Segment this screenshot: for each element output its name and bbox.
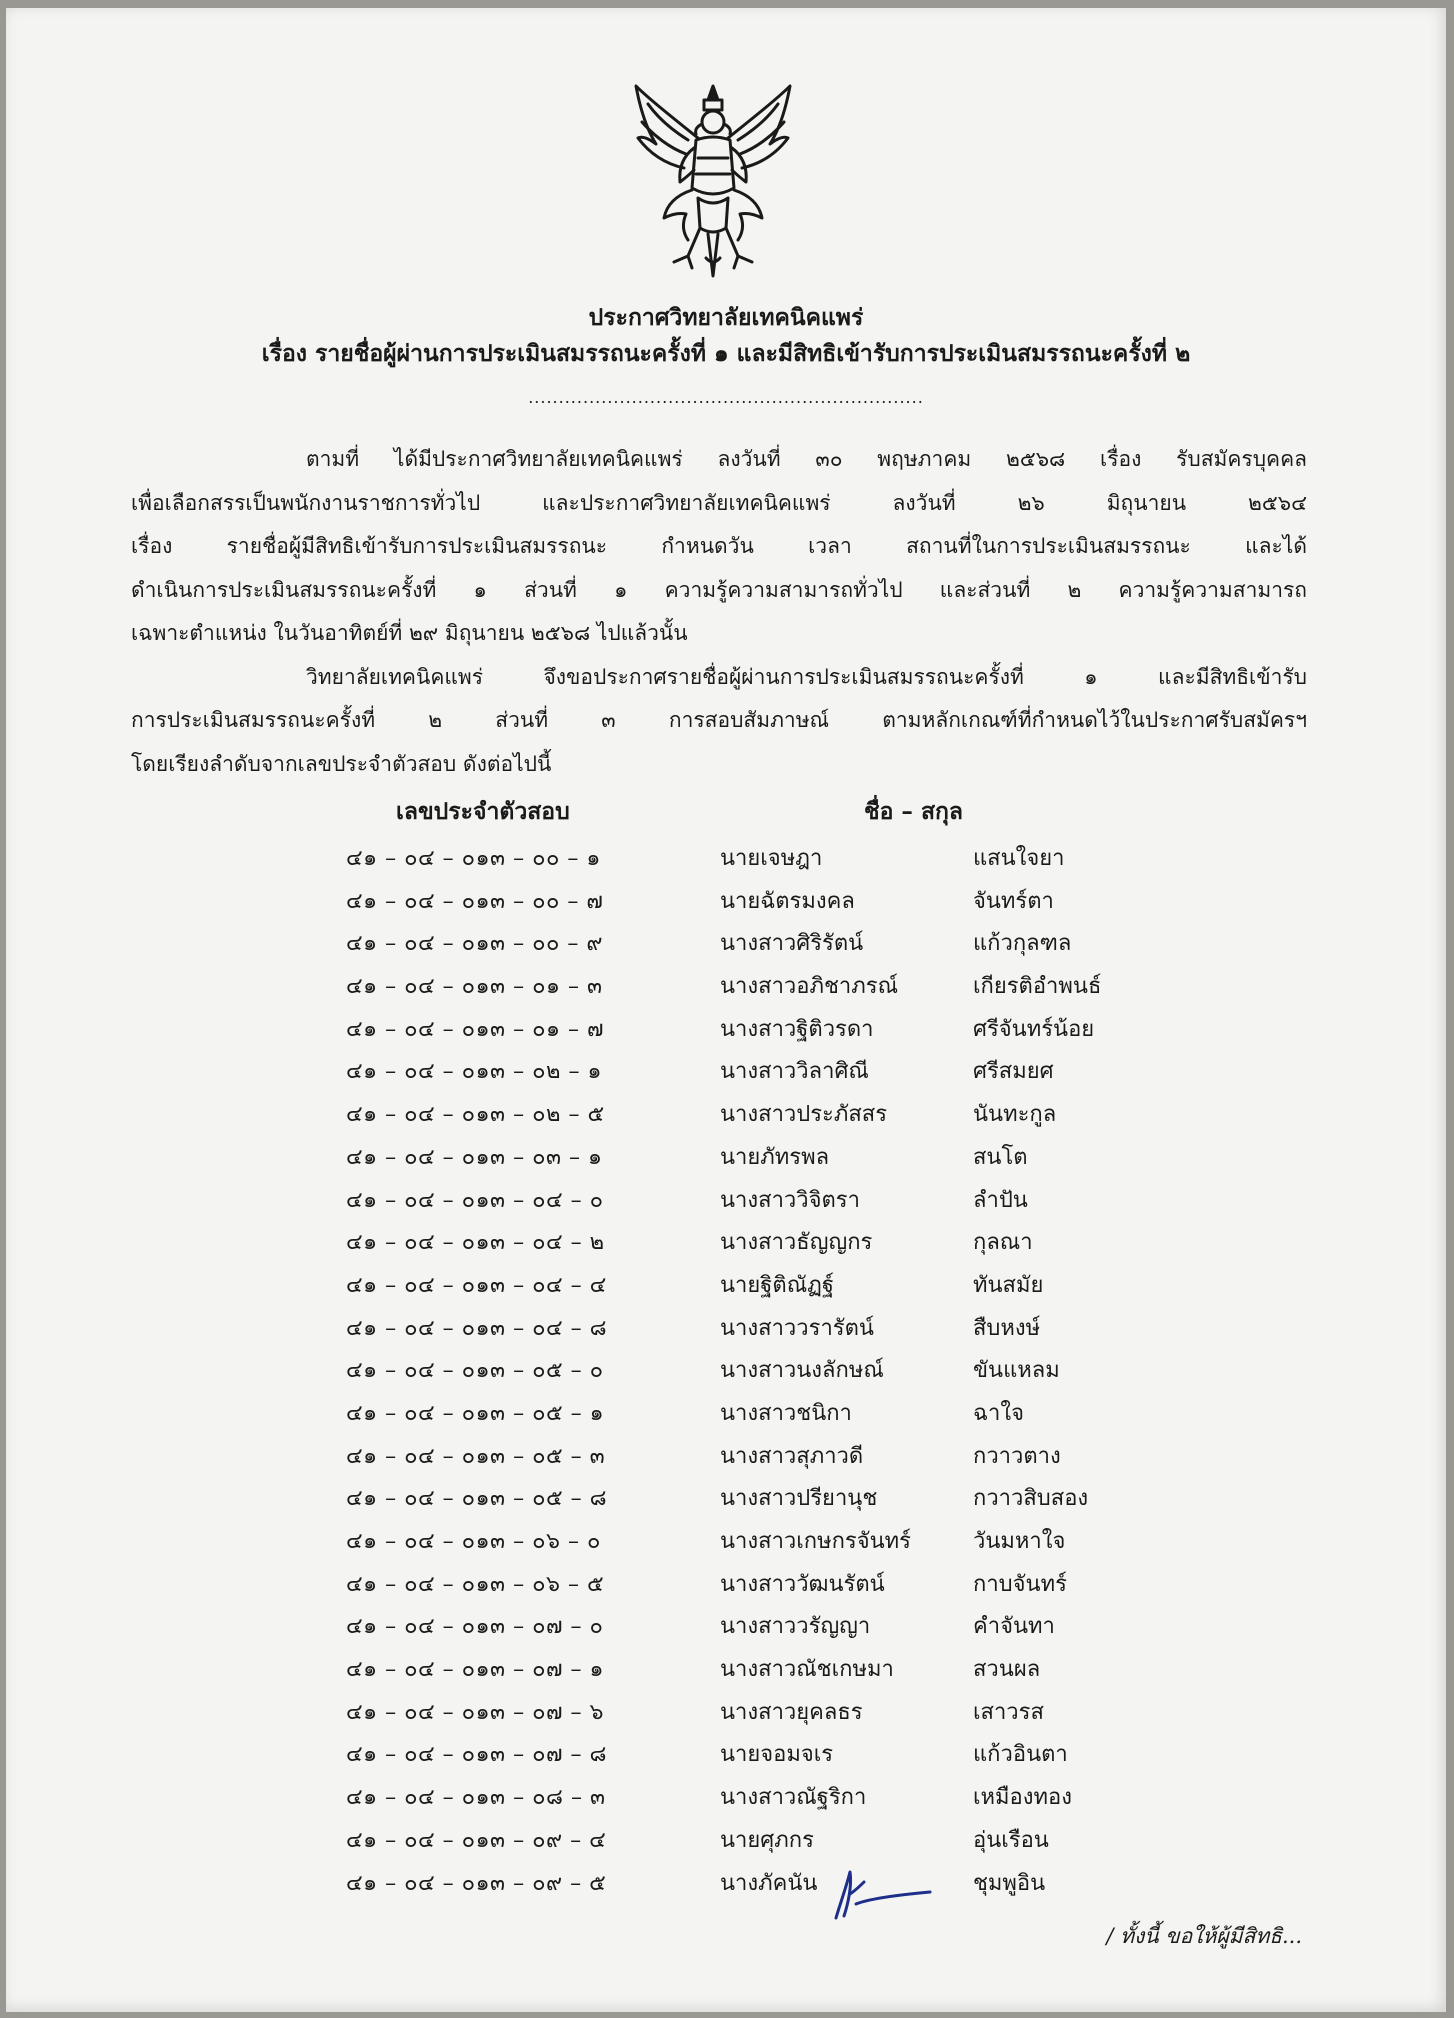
first-name-cell: นางสาวเกษกรจันทร์ (720, 1529, 911, 1554)
exam-id-cell: ๔๑ – ๐๔ – ๐๑๓ – ๐๗ – ๘ (346, 1742, 608, 1768)
first-name-cell: นางภัคนัน (720, 1870, 818, 1896)
last-name-cell: นันทะกูล (973, 1102, 1057, 1128)
first-name-cell: นางสาวณัชเกษมา (720, 1657, 894, 1683)
last-name-cell: อุ่นเรือน (973, 1827, 1049, 1853)
paragraph-2-line: วิทยาลัยเทคนิคแพร่ จึงขอประกาศรายชื่อผู้ผ่านการประเมินสมรรถนะครั้งที่ ๑ และมีสิทธิเข้ารับ (306, 664, 1307, 689)
first-name-cell: นางสาวฐิติวรดา (720, 1016, 874, 1042)
first-name-cell: นางสาววิลาศิณี (720, 1059, 869, 1085)
table-row (336, 1861, 1216, 1904)
table-row (336, 1647, 1216, 1690)
last-name-cell: สวนผล (973, 1657, 1041, 1683)
last-name-cell: แก้วอินตา (973, 1742, 1068, 1768)
candidate-list (336, 836, 1216, 1903)
garuda-emblem-icon (628, 78, 798, 283)
exam-id-cell: ๔๑ – ๐๔ – ๐๑๓ – ๐๗ – ๑ (346, 1657, 605, 1683)
announcement-title: ประกาศวิทยาลัยเทคนิคแพร่ (588, 304, 864, 331)
first-name-cell: นายศุภกร (720, 1827, 814, 1853)
first-name-cell: นางสาวนงลักษณ์ (720, 1358, 884, 1384)
last-name-cell: เสาวรส (973, 1699, 1044, 1725)
table-row (336, 1135, 1216, 1178)
table-row (336, 1476, 1216, 1519)
exam-id-cell: ๔๑ – ๐๔ – ๐๑๓ – ๐๘ – ๓ (346, 1785, 606, 1811)
table-row (336, 1690, 1216, 1733)
last-name-cell: กาบจันทร์ (973, 1571, 1067, 1597)
table-row (336, 836, 1216, 879)
table-row (336, 1007, 1216, 1050)
table-row (336, 1092, 1216, 1135)
first-name-cell: นายเจษฎา (720, 846, 823, 871)
table-row (336, 1348, 1216, 1391)
table-row (336, 1391, 1216, 1434)
document-page (6, 8, 1446, 2012)
last-name-cell: จันทร์ตา (973, 888, 1054, 914)
paragraph-1-line: เรื่อง รายชื่อผู้มีสิทธิเข้ารับการประเมินสมรรถนะ กำหนดวัน เวลา สถานที่ในการประเมินสมรรถนะ และได้ (131, 534, 1307, 558)
table-row (336, 921, 1216, 964)
continuation-note: / ทั้งนี้ ขอให้ผู้มีสิทธิ... (1106, 1924, 1302, 1948)
separator-line: ................................................................. (528, 388, 924, 407)
first-name-cell: นางสาวศิริรัตน์ (720, 931, 864, 957)
first-name-cell: นายฉัตรมงคล (720, 888, 855, 914)
last-name-cell: สืบหงษ์ (973, 1315, 1041, 1341)
table-row (336, 1604, 1216, 1647)
exam-id-cell: ๔๑ – ๐๔ – ๐๑๓ – ๐๑ – ๗ (346, 1016, 605, 1042)
paragraph-1-line: เพื่อเลือกสรรเป็นพนักงานราชการทั่วไป และประกาศวิทยาลัยเทคนิคแพร่ ลงวันที่ ๒๖ มิถุนายน ๒๕๖๔ (131, 490, 1307, 515)
exam-id-cell: ๔๑ – ๐๔ – ๐๑๓ – ๐๒ – ๕ (346, 1102, 605, 1128)
first-name-cell: นายจอมจเร (720, 1742, 834, 1768)
last-name-cell: คำจันทา (973, 1614, 1055, 1640)
first-name-cell: นางสาววรัญญา (720, 1614, 871, 1640)
exam-id-cell: ๔๑ – ๐๔ – ๐๑๓ – ๐๖ – ๕ (346, 1571, 605, 1597)
paragraph-2-line: การประเมินสมรรถนะครั้งที่ ๒ ส่วนที่ ๓ การสอบสัมภาษณ์ ตามหลักเกณฑ์ที่กำหนดไว้ในประกาศรับสมัครฯ (131, 708, 1307, 732)
last-name-cell: แก้วกุลฑล (973, 931, 1072, 957)
exam-id-cell: ๔๑ – ๐๔ – ๐๑๓ – ๐๐ – ๗ (346, 888, 604, 914)
last-name-cell: ชุมพูอิน (973, 1870, 1046, 1896)
table-row (336, 1562, 1216, 1605)
exam-id-cell: ๔๑ – ๐๔ – ๐๑๓ – ๐๑ – ๓ (346, 974, 603, 1000)
last-name-cell: ขันแหลม (973, 1358, 1060, 1384)
first-name-cell: นางสาวชนิกา (720, 1400, 852, 1426)
table-row (336, 1178, 1216, 1221)
table-row (336, 1732, 1216, 1775)
table-row (336, 1220, 1216, 1263)
first-name-cell: นางสาวอภิชาภรณ์ (720, 974, 898, 1000)
column-header-name: ชื่อ – สกุล (864, 798, 963, 825)
exam-id-cell: ๔๑ – ๐๔ – ๐๑๓ – ๐๗ – ๖ (346, 1699, 605, 1725)
announcement-subject: เรื่อง รายชื่อผู้ผ่านการประเมินสมรรถนะครั้งที่ ๑ และมีสิทธิเข้ารับการประเมินสมรรถนะครั้งที่ ๒ (261, 340, 1191, 367)
last-name-cell: สนโต (973, 1144, 1028, 1170)
last-name-cell: ฉาใจ (973, 1400, 1024, 1426)
exam-id-cell: ๔๑ – ๐๔ – ๐๑๓ – ๐๕ – ๓ (346, 1443, 606, 1469)
paragraph-2-line: โดยเรียงลำดับจากเลขประจำตัวสอบ ดังต่อไปนี้ (131, 751, 552, 776)
exam-id-cell: ๔๑ – ๐๔ – ๐๑๓ – ๐๔ – ๐ (346, 1187, 604, 1213)
last-name-cell: กวาวสิบสอง (973, 1486, 1089, 1512)
first-name-cell: นางสาวประภัสสร (720, 1102, 888, 1128)
table-row (336, 1434, 1216, 1477)
first-name-cell: นายภัทรพล (720, 1144, 830, 1170)
first-name-cell: นางสาวยุคลธร (720, 1699, 863, 1725)
table-row (336, 1818, 1216, 1861)
table-row (336, 1306, 1216, 1349)
last-name-cell: ทันสมัย (973, 1272, 1044, 1298)
first-name-cell: นางสาวสุภาวดี (720, 1443, 864, 1469)
exam-id-cell: ๔๑ – ๐๔ – ๐๑๓ – ๐๙ – ๔ (346, 1827, 607, 1853)
table-row (336, 964, 1216, 1007)
exam-id-cell: ๔๑ – ๐๔ – ๐๑๓ – ๐๔ – ๘ (346, 1315, 608, 1341)
exam-id-cell: ๔๑ – ๐๔ – ๐๑๓ – ๐๓ – ๑ (346, 1144, 603, 1170)
first-name-cell: นางสาววิจิตรา (720, 1187, 860, 1213)
paragraph-1-line: ดำเนินการประเมินสมรรถนะครั้งที่ ๑ ส่วนที่ ๑ ความรู้ความสามารถทั่วไป และส่วนที่ ๒ ความรู้ความสามารถ (131, 577, 1307, 602)
column-header-exam-id: เลขประจำตัวสอบ (396, 798, 570, 825)
last-name-cell: กวาวตาง (973, 1443, 1061, 1469)
signature-mark (826, 1864, 936, 1924)
first-name-cell: นางสาววัฒนรัตน์ (720, 1571, 885, 1597)
table-row (336, 1049, 1216, 1092)
table-row (336, 1519, 1216, 1562)
exam-id-cell: ๔๑ – ๐๔ – ๐๑๓ – ๐๔ – ๒ (346, 1230, 605, 1256)
paragraph-1-line: เฉพาะตำแหน่ง ในวันอาทิตย์ที่ ๒๙ มิถุนายน ๒๕๖๘ ไปแล้วนั้น (131, 621, 688, 645)
exam-id-cell: ๔๑ – ๐๔ – ๐๑๓ – ๐๔ – ๔ (346, 1272, 607, 1298)
first-name-cell: นางสาวณัฐริกา (720, 1785, 867, 1811)
exam-id-cell: ๔๑ – ๐๔ – ๐๑๓ – ๐๕ – ๐ (346, 1358, 604, 1384)
exam-id-cell: ๔๑ – ๐๔ – ๐๑๓ – ๐๕ – ๑ (346, 1400, 605, 1426)
table-row (336, 1775, 1216, 1818)
paragraph-1-line: ตามที่ ได้มีประกาศวิทยาลัยเทคนิคแพร่ ลงวันที่ ๓๐ พฤษภาคม ๒๕๖๘ เรื่อง รับสมัครบุคคล (306, 447, 1307, 471)
last-name-cell: ลำปัน (973, 1187, 1028, 1213)
last-name-cell: ศรีสมยศ (973, 1059, 1054, 1085)
table-row (336, 1263, 1216, 1306)
first-name-cell: นายฐิติณัฏฐ์ (720, 1272, 835, 1298)
exam-id-cell: ๔๑ – ๐๔ – ๐๑๓ – ๐๕ – ๘ (346, 1486, 608, 1512)
first-name-cell: นางสาวปรียานุช (720, 1486, 878, 1512)
exam-id-cell: ๔๑ – ๐๔ – ๐๑๓ – ๐๗ – ๐ (346, 1614, 604, 1640)
exam-id-cell: ๔๑ – ๐๔ – ๐๑๓ – ๐๐ – ๑ (346, 846, 601, 871)
last-name-cell: เกียรติอำพนธ์ (973, 974, 1102, 1000)
first-name-cell: นางสาวธัญญกร (720, 1230, 873, 1256)
exam-id-cell: ๔๑ – ๐๔ – ๐๑๓ – ๐๙ – ๕ (346, 1870, 607, 1896)
exam-id-cell: ๔๑ – ๐๔ – ๐๑๓ – ๐๐ – ๙ (346, 931, 604, 957)
last-name-cell: แสนใจยา (973, 846, 1065, 871)
last-name-cell: ศรีจันทร์น้อย (973, 1016, 1095, 1042)
last-name-cell: เหมืองทอง (973, 1785, 1072, 1811)
table-row (336, 879, 1216, 922)
exam-id-cell: ๔๑ – ๐๔ – ๐๑๓ – ๐๒ – ๑ (346, 1059, 602, 1085)
exam-id-cell: ๔๑ – ๐๔ – ๐๑๓ – ๐๖ – ๐ (346, 1529, 601, 1554)
last-name-cell: วันมหาใจ (973, 1529, 1066, 1554)
first-name-cell: นางสาววรารัตน์ (720, 1315, 874, 1341)
last-name-cell: กุลณา (973, 1230, 1033, 1256)
announcement-body (131, 438, 1307, 786)
